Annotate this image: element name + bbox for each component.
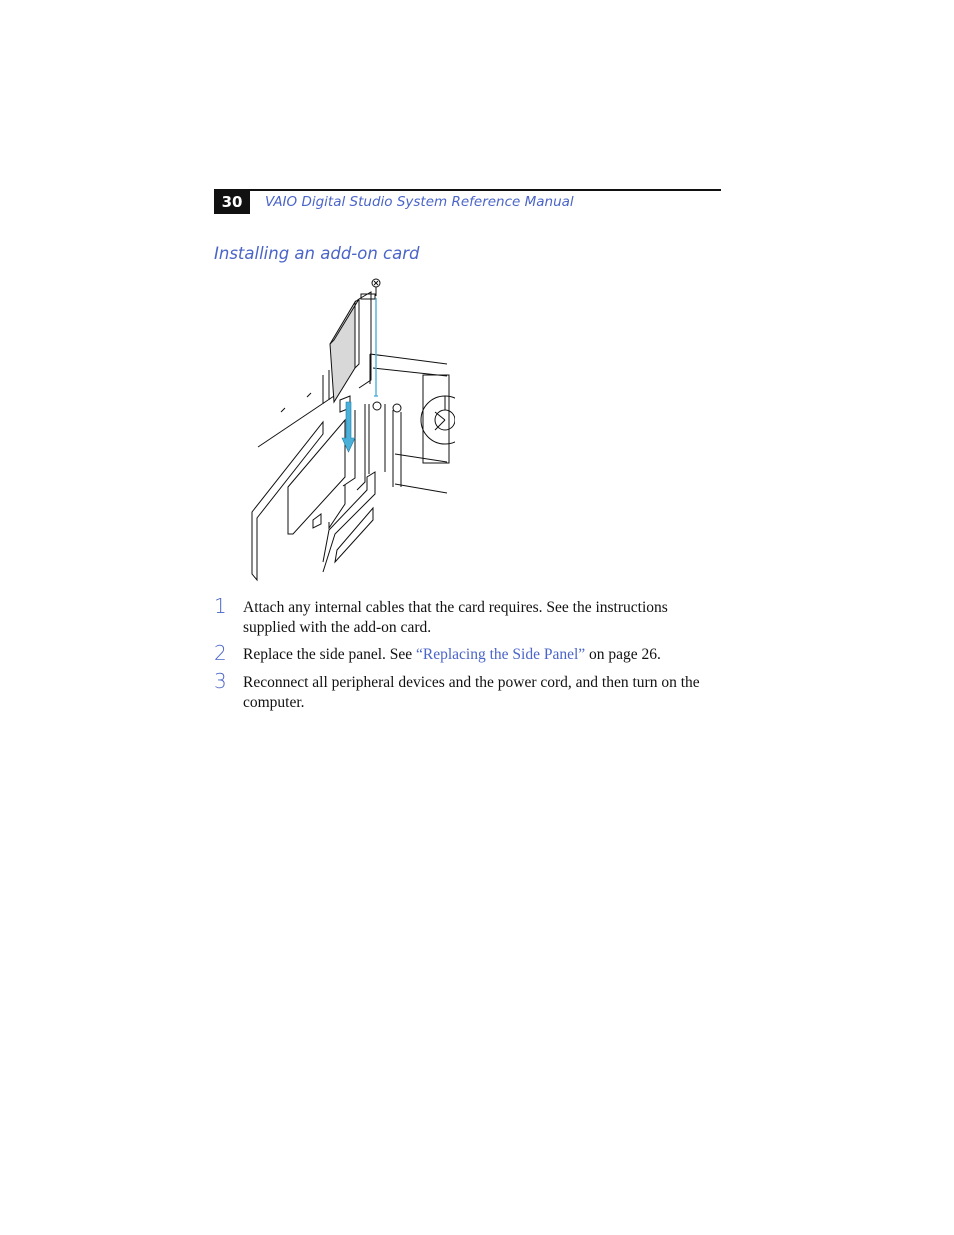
step-text [243, 645, 721, 665]
replacing-side-panel-link[interactable]: “Replacing the Side Panel” [416, 646, 586, 663]
step-text: Reconnect all peripheral devices and the power cord, and then turn on the computer. [243, 674, 700, 711]
header-rule [214, 189, 721, 191]
step-text-after: on page 26. [585, 646, 661, 663]
step-number: 2 [214, 641, 227, 665]
section-heading: Installing an add-on card [214, 244, 420, 263]
step-number: 3 [214, 669, 227, 693]
step-text-before: Replace the side panel. See [243, 646, 417, 663]
add-on-card-illustration [245, 272, 455, 584]
page-number: 30 [214, 190, 250, 214]
step-text: Attach any internal cables that the card requires. See the instructions supplied with the add-on card. [243, 599, 668, 636]
fan-icon [423, 375, 449, 463]
step-1 [214, 594, 721, 637]
running-title: VAIO Digital Studio System Reference Manual [265, 194, 574, 210]
step-number: 1 [214, 594, 227, 618]
step-2 [214, 641, 721, 665]
step-3 [214, 669, 721, 712]
